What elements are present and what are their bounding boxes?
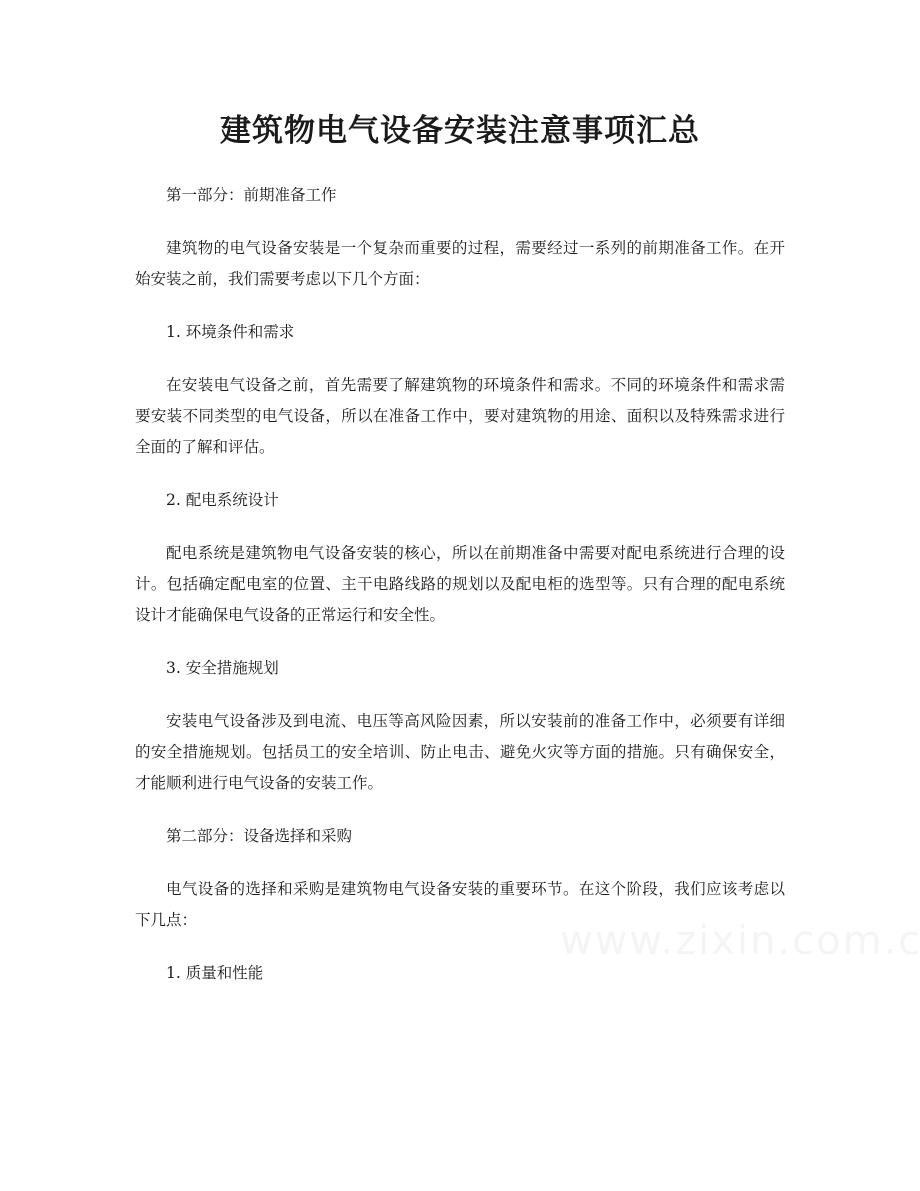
subheading-environment: 1. 环境条件和需求 bbox=[166, 323, 295, 341]
document-title: 建筑物电气设备安装注意事项汇总 bbox=[220, 113, 700, 149]
paragraph-distribution-design: 配电系统是建筑物电气设备安装的核心，所以在前期准备中需要对配电系统进行合理的设计。包括确定配电室的位置、主干电路线路的规划以及配电柜的选型等。只有合理的配电系统设计才能确保电气设备的正常运行和安全性。 bbox=[135, 544, 785, 624]
paragraph-intro: 建筑物的电气设备安装是一个复杂而重要的过程，需要经过一系列的前期准备工作。在开始安装之前，我们需要考虑以下几个方面： bbox=[135, 239, 785, 288]
document-body bbox=[135, 180, 785, 1011]
paragraph-equipment-selection: 电气设备的选择和采购是建筑物电气设备安装的重要环节。在这个阶段，我们应该考虑以下几点： bbox=[135, 880, 785, 929]
subheading-safety-planning: 3. 安全措施规划 bbox=[166, 659, 279, 677]
paragraph-safety-planning: 安装电气设备涉及到电流、电压等高风险因素，所以安装前的准备工作中，必须要有详细的安全措施规划。包括员工的安全培训、防止电击、避免火灾等方面的措施。只有确保安全，才能顺利进行电气设备的安装工作。 bbox=[135, 712, 785, 792]
section-heading-part-one: 第一部分：前期准备工作 bbox=[166, 186, 337, 204]
subheading-quality-performance: 1. 质量和性能 bbox=[166, 964, 264, 982]
section-heading-part-two: 第二部分：设备选择和采购 bbox=[166, 827, 353, 845]
paragraph-environment: 在安装电气设备之前，首先需要了解建筑物的环境条件和需求。不同的环境条件和需求需要安装不同类型的电气设备，所以在准备工作中，要对建筑物的用途、面积以及特殊需求进行全面的了解和评估。 bbox=[135, 376, 785, 456]
subheading-distribution-design: 2. 配电系统设计 bbox=[166, 491, 279, 509]
